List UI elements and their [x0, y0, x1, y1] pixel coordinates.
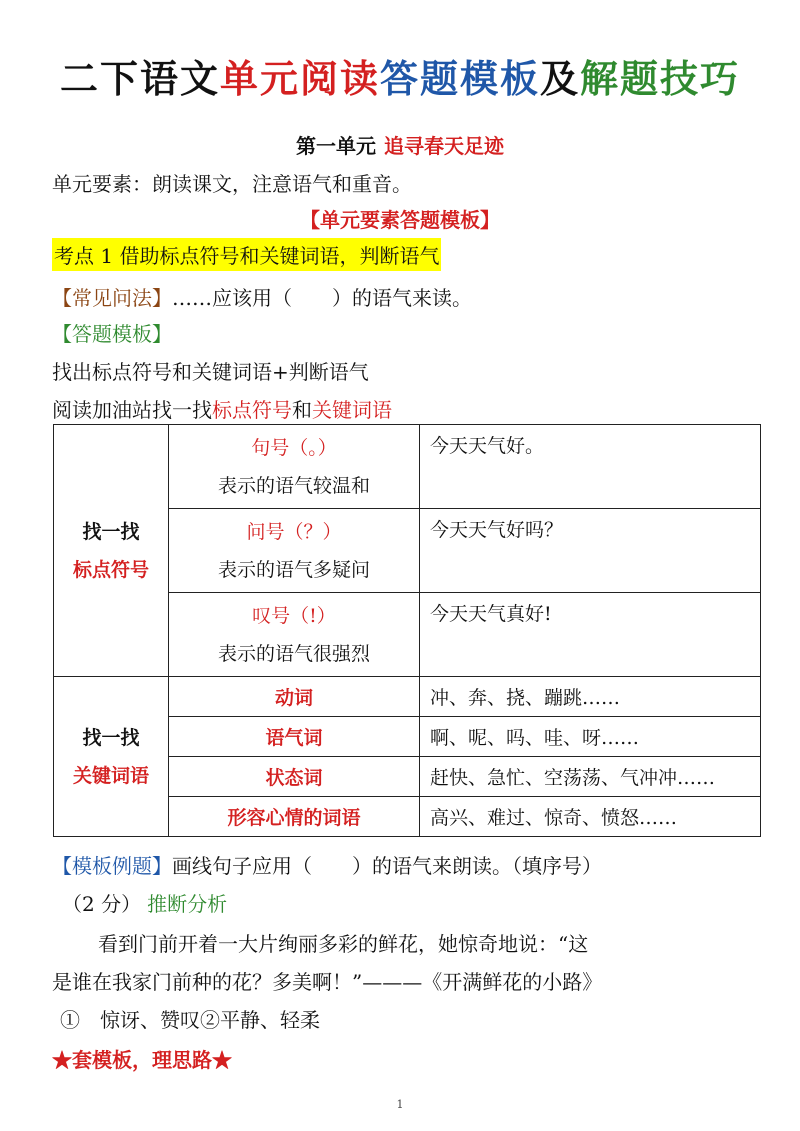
template-heading: 【单元要素答题模板】	[300, 208, 500, 232]
punct-example: 今天天气真好!	[420, 593, 761, 677]
punct-cell	[169, 509, 420, 593]
score: （2 分）	[62, 892, 142, 916]
group-keywords-line2: 关键词语	[72, 764, 149, 787]
score-line	[62, 888, 227, 917]
common-question-text: ……应该用（ ）的语气来读。	[172, 286, 472, 310]
title-part-1: 二下语文	[59, 57, 220, 101]
keyword-example: 赶快、急忙、空荡荡、气冲冲……	[420, 757, 761, 797]
suite-heading: ★套模板，理思路★	[52, 1048, 232, 1072]
punct-name: 问号（？）	[246, 520, 342, 543]
group-punctuation-line2: 标点符号	[72, 558, 149, 581]
unit-element-line: 单元要素：朗读课文，注意语气和重音。	[52, 172, 412, 196]
punct-desc: 表示的语气较温和	[217, 474, 370, 497]
station-red-2: 关键词语	[312, 398, 392, 422]
station-line	[52, 394, 392, 423]
punct-desc: 表示的语气很强烈	[217, 642, 370, 665]
keyword-example: 冲、奔、挠、蹦跳……	[420, 677, 761, 717]
title-part-2: 单元阅读	[219, 57, 380, 101]
punct-example: 今天天气好。	[420, 425, 761, 509]
title-part-3: 答题模板	[379, 57, 540, 101]
example-text: 画线句子应用（ ）的语气来朗读。（填序号）	[172, 854, 602, 878]
group-punctuation-line1: 找一找	[82, 520, 140, 543]
answer-options: ① 惊讶、赞叹②平静、轻柔	[60, 1008, 320, 1032]
unit-name: 追寻春天足迹	[384, 134, 504, 158]
keyword-type: 形容心情的词语	[169, 797, 420, 837]
keyword-type: 状态词	[169, 757, 420, 797]
page-number: 1	[396, 1098, 404, 1111]
punct-cell	[169, 593, 420, 677]
passage-line-1: 看到门前开着一大片绚丽多彩的鲜花，她惊奇地说：“这	[98, 932, 589, 956]
title-part-5: 解题技巧	[580, 57, 741, 101]
group-punctuation	[54, 425, 169, 677]
passage-line-2: 是谁在我家门前种的花？多美啊！”———《开满鲜花的小路》	[52, 970, 603, 994]
punct-desc: 表示的语气多疑问	[217, 558, 370, 581]
analysis-label: 推断分析	[147, 892, 228, 916]
reference-table	[53, 424, 761, 837]
table-row	[54, 677, 761, 717]
table-row	[54, 425, 761, 509]
station-red-1: 标点符号	[212, 398, 292, 422]
station-prefix: 阅读加油站找一找	[52, 398, 212, 422]
answer-template-tag: 【答题模板】	[52, 322, 172, 346]
punct-cell	[169, 425, 420, 509]
group-keywords	[54, 677, 169, 837]
keyword-type: 动词	[169, 677, 420, 717]
example-tag: 【模板例题】	[52, 854, 172, 878]
unit-heading	[0, 130, 800, 159]
keyword-example: 高兴、难过、惊奇、愤怒……	[420, 797, 761, 837]
punct-example: 今天天气好吗？	[420, 509, 761, 593]
main-title	[0, 48, 800, 103]
punct-name: 句号（。）	[251, 436, 337, 459]
kaodian-highlight: 考点 1 借助标点符号和关键词语，判断语气	[52, 238, 441, 271]
punct-name: 叹号（!）	[252, 604, 336, 627]
title-part-4: 及	[540, 57, 581, 101]
example-question	[52, 850, 602, 879]
keyword-type: 语气词	[169, 717, 420, 757]
keyword-example: 啊、呢、吗、哇、呀……	[420, 717, 761, 757]
unit-label: 第一单元	[296, 134, 376, 158]
common-question-tag: 【常见问法】	[52, 286, 172, 310]
find-line: 找出标点符号和关键词语+判断语气	[52, 360, 369, 384]
group-keywords-line1: 找一找	[82, 726, 140, 749]
common-question	[52, 282, 472, 311]
station-mid: 和	[292, 398, 312, 422]
